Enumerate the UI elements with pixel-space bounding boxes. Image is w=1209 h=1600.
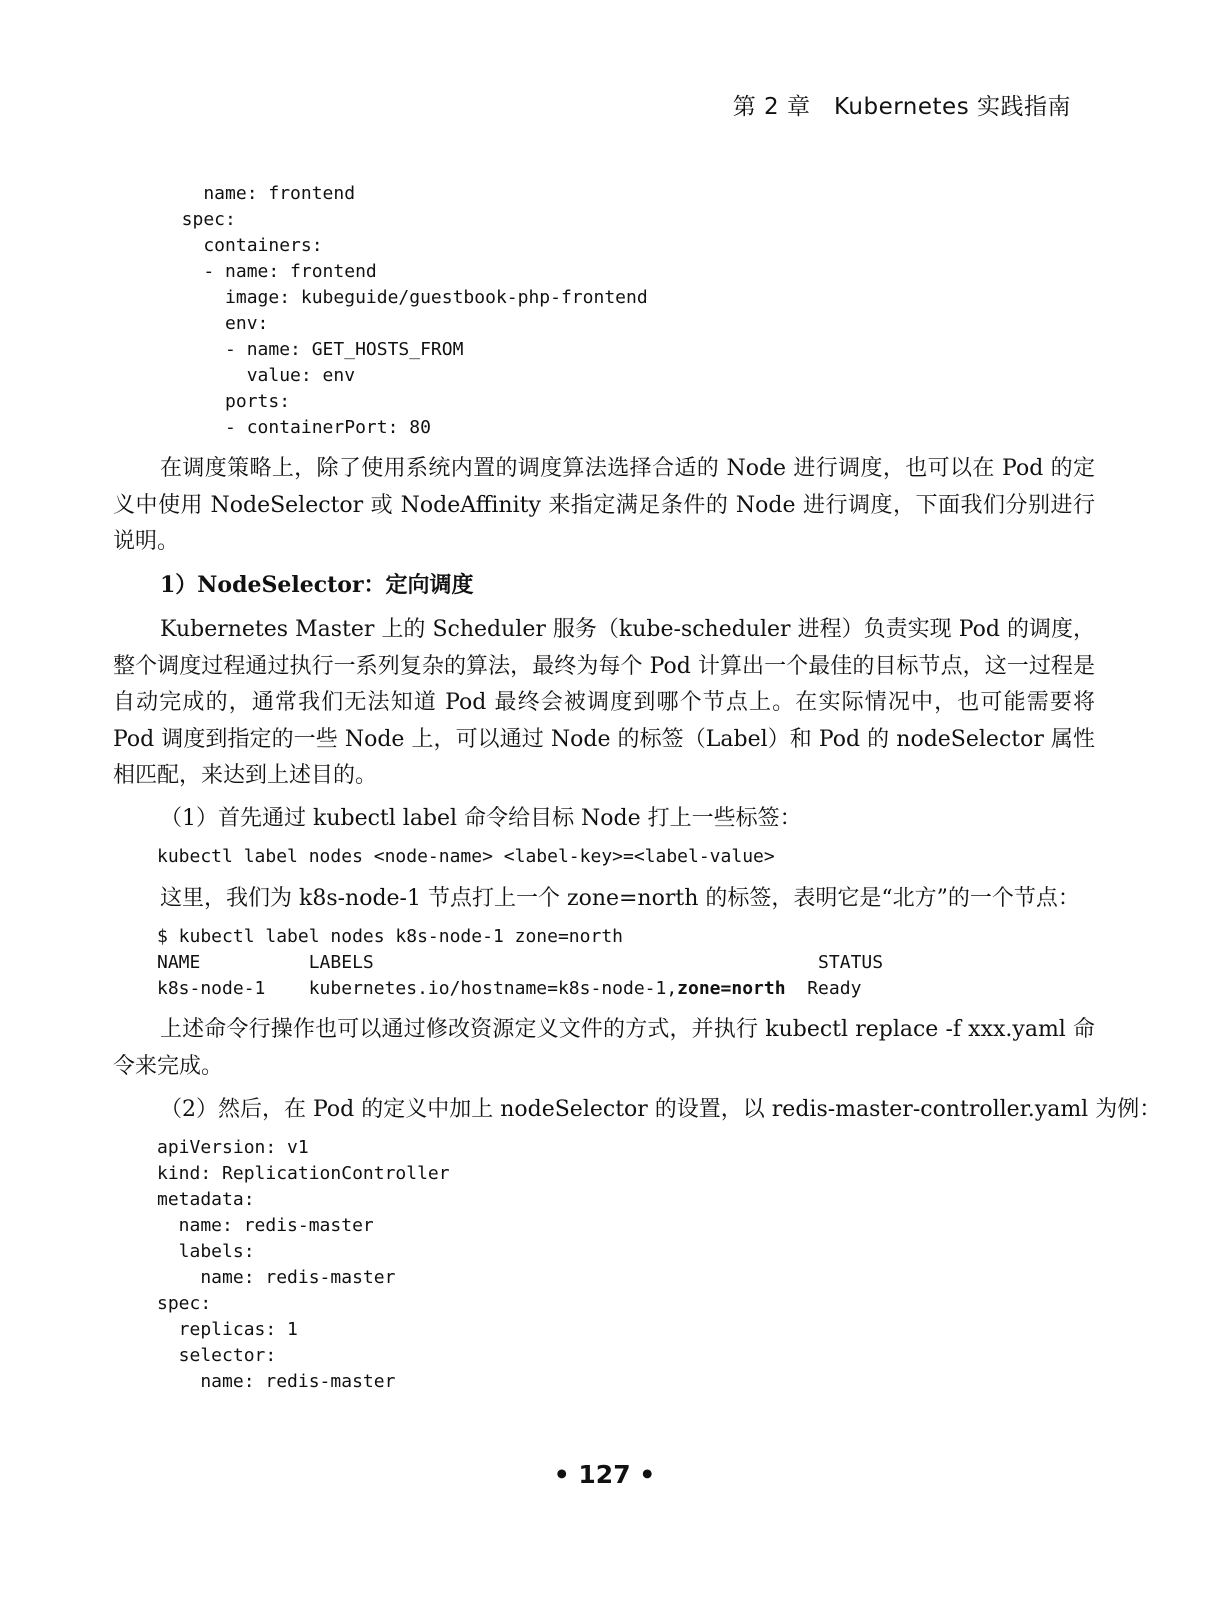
code-line: kind: ReplicationController <box>157 1163 450 1184</box>
paragraph-scheduler: Kubernetes Master 上的 Scheduler 服务（kube-scheduler 进程）负责实现 Pod 的调度，整个调度过程通过执行一系列复杂的算法，最终为每个 Pod 计算出一个最佳的目标节点，这一过程是自动完成的，通常我们无法知道 Pod 最终会被调度到哪个节点上。在实际情况中，也可能需要将 Pod 调度到指定的一些 Node 上，可以通过 Node 的标签（Label）和 Pod 的 nodeSelector 属性相匹配，来达到上述目的。 <box>113 617 1095 788</box>
code-block-frontend <box>160 181 648 441</box>
code-line: name: frontend <box>160 183 356 204</box>
bold-label: zone=north <box>677 978 786 999</box>
code-line: - containerPort: 80 <box>160 417 431 438</box>
code-line: ports: <box>160 391 291 412</box>
code-line: env: <box>160 313 269 334</box>
code-line: value: env <box>160 365 356 386</box>
paragraph-intro: 在调度策略上，除了使用系统内置的调度算法选择合适的 Node 进行调度，也可以在 Pod 的定义中使用 NodeSelector 或 NodeAffinity 来指定满足条件的 Node 进行调度，下面我们分别进行说明。 <box>113 456 1095 554</box>
code-line: name: redis-master <box>157 1215 374 1236</box>
code-line-table-header: NAME LABELS STATUS <box>157 952 884 973</box>
code-line-table-row: k8s-node-1 kubernetes.io/hostname=k8s-node-1,zone=north Ready <box>157 978 862 999</box>
code-line: containers: <box>160 235 323 256</box>
code-block-redis-master <box>157 1135 450 1395</box>
code-line: apiVersion: v1 <box>157 1137 309 1158</box>
code-line: image: kubeguide/guestbook-php-frontend <box>160 287 648 308</box>
code-line: replicas: 1 <box>157 1319 298 1340</box>
code-line: - name: frontend <box>160 261 377 282</box>
code-line: name: redis-master <box>157 1267 396 1288</box>
code-block-label-output <box>157 924 883 1002</box>
step-1-text: （1）首先通过 kubectl label 命令给目标 Node 打上一些标签： <box>160 806 802 831</box>
step-2-text: （2）然后，在 Pod 的定义中加上 nodeSelector 的设置，以 redis-master-controller.yaml 为例： <box>160 1097 1162 1122</box>
code-line: name: redis-master <box>157 1371 396 1392</box>
chapter-header: 第 2 章 Kubernetes 实践指南 <box>732 94 1071 120</box>
paragraph-here: 这里，我们为 k8s-node-1 节点打上一个 zone=north 的标签，表明它是“北方”的一个节点： <box>160 886 1080 911</box>
code-line: selector: <box>157 1345 277 1366</box>
code-line: spec: <box>157 1293 212 1314</box>
code-label-command: kubectl label nodes <node-name> <label-key>=<label-value> <box>157 846 775 867</box>
code-line: - name: GET_HOSTS_FROM <box>160 339 464 360</box>
paragraph-replace: 上述命令行操作也可以通过修改资源定义文件的方式，并执行 kubectl replace -f xxx.yaml 命令来完成。 <box>113 1017 1095 1079</box>
code-line: metadata: <box>157 1189 255 1210</box>
page-number: • 127 • <box>553 1460 656 1489</box>
code-line: spec: <box>160 209 236 230</box>
code-line-command: $ kubectl label nodes k8s-node-1 zone=north <box>157 926 623 947</box>
section-heading-nodeselector: 1）NodeSelector：定向调度 <box>160 572 474 598</box>
code-line: labels: <box>157 1241 255 1262</box>
